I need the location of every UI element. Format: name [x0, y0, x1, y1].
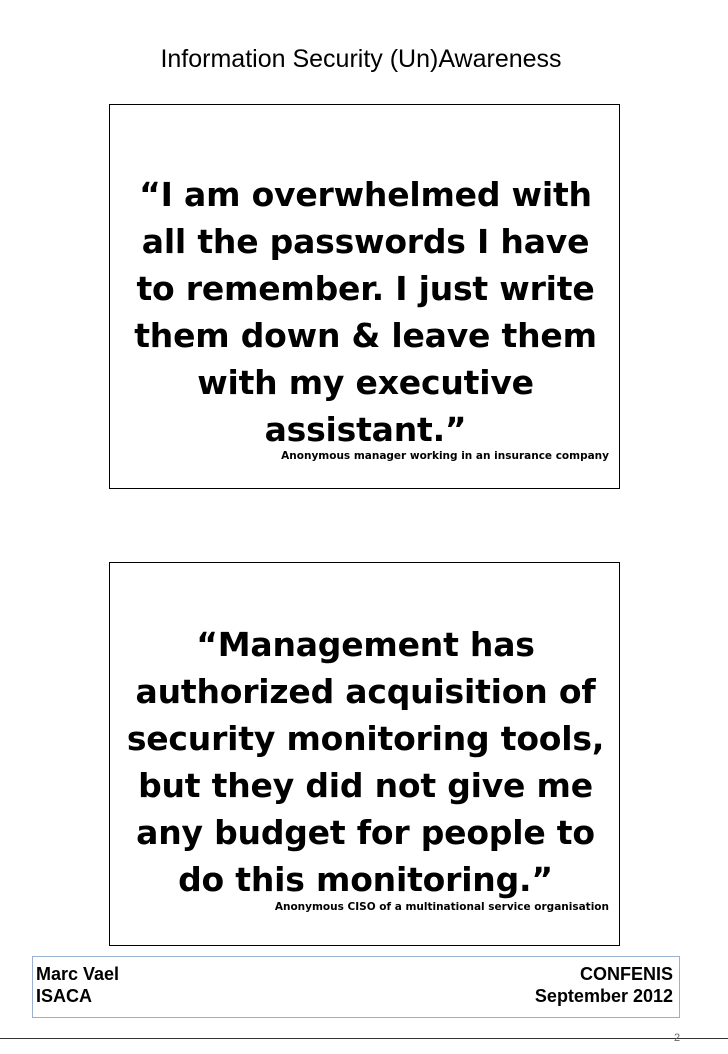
slide-1-quote-line-3: to remember. I just write [136, 269, 595, 308]
slide-2 [109, 562, 620, 946]
slide-1-quote-line-2: all the passwords I have [141, 222, 590, 261]
slide-2-quote-line-3: security monitoring tools, [126, 719, 605, 758]
slide-2-quote-line-5: any budget for people to [136, 813, 595, 852]
document-footer [32, 956, 680, 1018]
page-title [0, 44, 728, 74]
slide-1-quote [120, 171, 611, 453]
slide-1-quote-line-6: assistant.” [264, 410, 467, 449]
footer-author: Marc Vael [36, 964, 120, 984]
slide-1-quote-line-5: with my executive [197, 363, 534, 402]
footer-right [535, 963, 673, 1007]
slide-1-quote-line-4: them down & leave them [134, 316, 597, 355]
page-number: 2 [674, 1032, 681, 1044]
footer-date: September 2012 [534, 986, 673, 1006]
slide-1-attribution: Anonymous manager working in an insurance company [281, 450, 609, 462]
footer-organization: ISACA [36, 986, 93, 1006]
slide-2-quote-line-4: but they did not give me [138, 766, 593, 805]
slide-1 [109, 104, 620, 489]
slide-2-attribution: Anonymous CISO of a multinational service organisation [274, 901, 609, 913]
slide-2-quote-line-1: “Management has [196, 625, 535, 664]
bottom-divider [0, 1038, 728, 1039]
page-title-text: Information Security (Un)Awareness [160, 45, 562, 73]
slide-2-quote-line-2: authorized acquisition of [135, 672, 596, 711]
slide-1-quote-line-1: “I am overwhelmed with [139, 175, 592, 214]
slide-2-quote-line-6: do this monitoring.” [178, 860, 553, 899]
footer-left [36, 963, 119, 1007]
slide-2-quote [120, 621, 611, 903]
footer-event: CONFENIS [579, 964, 673, 984]
